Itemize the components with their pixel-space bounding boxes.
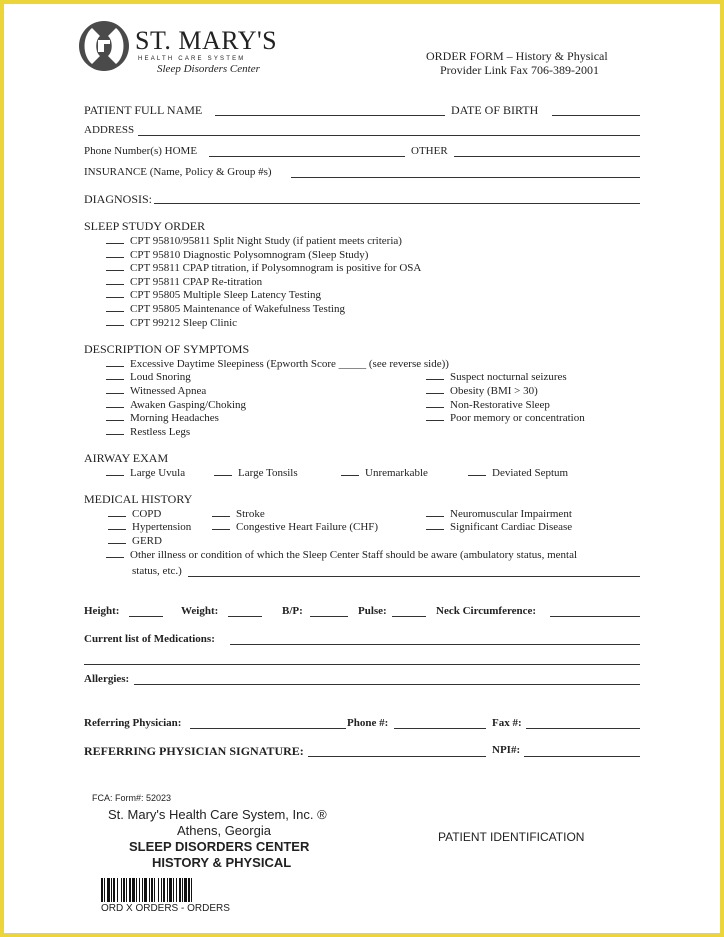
doc-title: HISTORY & PHYSICAL: [152, 855, 292, 870]
history-option[interactable]: Significant Cardiac Disease: [426, 520, 572, 533]
address-field[interactable]: [138, 135, 640, 136]
pulse-field[interactable]: [392, 616, 426, 617]
referring-phone-field[interactable]: [394, 728, 486, 729]
medications-field[interactable]: [230, 644, 640, 645]
npi-label: NPI#:: [492, 744, 521, 756]
allergies-label: Allergies:: [84, 673, 130, 685]
address-label: ADDRESS: [84, 124, 135, 136]
phone-label: Phone Number(s) HOME: [84, 145, 198, 157]
form-title: ORDER FORM – History & Physical: [426, 49, 608, 63]
study-option[interactable]: CPT 95810/95811 Split Night Study (if patient meets criteria): [106, 234, 402, 247]
center-name: Sleep Disorders Center: [157, 63, 260, 75]
airway-option[interactable]: Deviated Septum: [468, 466, 568, 479]
symptoms-heading: DESCRIPTION OF SYMPTOMS: [84, 342, 250, 356]
history-option[interactable]: Neuromuscular Impairment: [426, 507, 572, 520]
barcode: [101, 878, 243, 902]
symptom-option[interactable]: Excessive Daytime Sleepiness (Epworth Score _____ (see reverse side)): [106, 357, 449, 370]
referring-physician-field[interactable]: [190, 728, 346, 729]
insurance-label: INSURANCE (Name, Policy & Group #s): [84, 166, 272, 178]
height-label: Height:: [84, 605, 120, 617]
st-marys-logo-icon: [78, 18, 130, 74]
barcode-bar: [192, 878, 194, 902]
form-code: FCA: Form#: 52023: [92, 793, 172, 803]
sleep-study-heading: SLEEP STUDY ORDER: [84, 219, 206, 233]
history-option[interactable]: Stroke: [212, 507, 265, 520]
other-phone-label: OTHER: [411, 145, 448, 157]
referring-phone-label: Phone #:: [347, 717, 389, 729]
history-other-field[interactable]: [188, 576, 640, 577]
history-other-line2: status, etc.): [132, 565, 182, 577]
dob-field[interactable]: [552, 115, 640, 116]
referring-fax-field[interactable]: [526, 728, 640, 729]
height-field[interactable]: [129, 616, 163, 617]
airway-option[interactable]: Large Tonsils: [214, 466, 298, 479]
full-name-label: PATIENT FULL NAME: [84, 103, 203, 117]
weight-label: Weight:: [181, 605, 219, 617]
study-option[interactable]: CPT 95811 CPAP Re-titration: [106, 275, 262, 288]
bp-field[interactable]: [310, 616, 348, 617]
study-option[interactable]: CPT 99212 Sleep Clinic: [106, 316, 237, 329]
logo: [78, 18, 130, 74]
allergies-field[interactable]: [134, 684, 640, 685]
medications-field-line2[interactable]: [84, 664, 640, 665]
fax-line: Provider Link Fax 706-389-2001: [440, 63, 599, 77]
full-name-field[interactable]: [215, 115, 445, 116]
study-option[interactable]: CPT 95805 Multiple Sleep Latency Testing: [106, 288, 321, 301]
history-option[interactable]: Congestive Heart Failure (CHF): [212, 520, 378, 533]
phone-home-field[interactable]: [209, 156, 405, 157]
order-form-page: [4, 4, 720, 933]
symptom-option[interactable]: Loud Snoring: [106, 370, 191, 383]
study-option[interactable]: CPT 95805 Maintenance of Wakefulness Testing: [106, 302, 345, 315]
history-other-option[interactable]: Other illness or condition of which the Sleep Center Staff should be aware (ambulatory status, mental: [106, 548, 577, 561]
airway-option[interactable]: Unremarkable: [341, 466, 428, 479]
signature-field[interactable]: [308, 756, 486, 757]
history-option[interactable]: Hypertension: [108, 520, 191, 533]
referring-fax-label: Fax #:: [492, 717, 522, 729]
pulse-label: Pulse:: [358, 605, 387, 617]
bp-label: B/P:: [282, 605, 303, 617]
diagnosis-label: DIAGNOSIS:: [84, 192, 153, 206]
phone-other-field[interactable]: [454, 156, 640, 157]
center-name-upper: SLEEP DISORDERS CENTER: [129, 839, 310, 854]
history-option[interactable]: COPD: [108, 507, 161, 520]
dob-label: DATE OF BIRTH: [451, 103, 539, 117]
study-option[interactable]: CPT 95811 CPAP titration, if Polysomnogram is positive for OSA: [106, 261, 421, 274]
airway-option[interactable]: Large Uvula: [106, 466, 185, 479]
symptom-option[interactable]: Obesity (BMI > 30): [426, 384, 538, 397]
airway-heading: AIRWAY EXAM: [84, 451, 169, 465]
symptom-option[interactable]: Suspect nocturnal seizures: [426, 370, 567, 383]
history-option[interactable]: GERD: [108, 534, 162, 547]
symptom-option[interactable]: Witnessed Apnea: [106, 384, 206, 397]
org-name: ST. MARY'S: [135, 26, 278, 55]
symptom-option[interactable]: Non-Restorative Sleep: [426, 398, 550, 411]
system-name: St. Mary's Health Care System, Inc. ®: [108, 807, 327, 822]
insurance-field[interactable]: [291, 177, 640, 178]
weight-field[interactable]: [228, 616, 262, 617]
barcode-caption: ORD X ORDERS - ORDERS: [101, 903, 230, 914]
medications-label: Current list of Medications:: [84, 633, 215, 645]
symptom-option[interactable]: Poor memory or concentration: [426, 411, 585, 424]
signature-label: REFERRING PHYSICIAN SIGNATURE:: [84, 744, 304, 758]
neck-label: Neck Circumference:: [436, 605, 537, 617]
symptom-option[interactable]: Restless Legs: [106, 425, 190, 438]
symptom-option[interactable]: Morning Headaches: [106, 411, 219, 424]
diagnosis-field[interactable]: [154, 203, 640, 204]
neck-field[interactable]: [550, 616, 640, 617]
npi-field[interactable]: [524, 756, 640, 757]
patient-identification: PATIENT IDENTIFICATION: [438, 830, 585, 844]
study-option[interactable]: CPT 95810 Diagnostic Polysomnogram (Sleep Study): [106, 248, 368, 261]
org-subtitle: HEALTH CARE SYSTEM: [138, 56, 246, 62]
medical-history-heading: MEDICAL HISTORY: [84, 492, 193, 506]
referring-physician-label: Referring Physician:: [84, 717, 182, 729]
symptom-option[interactable]: Awaken Gasping/Choking: [106, 398, 246, 411]
city: Athens, Georgia: [177, 823, 271, 838]
